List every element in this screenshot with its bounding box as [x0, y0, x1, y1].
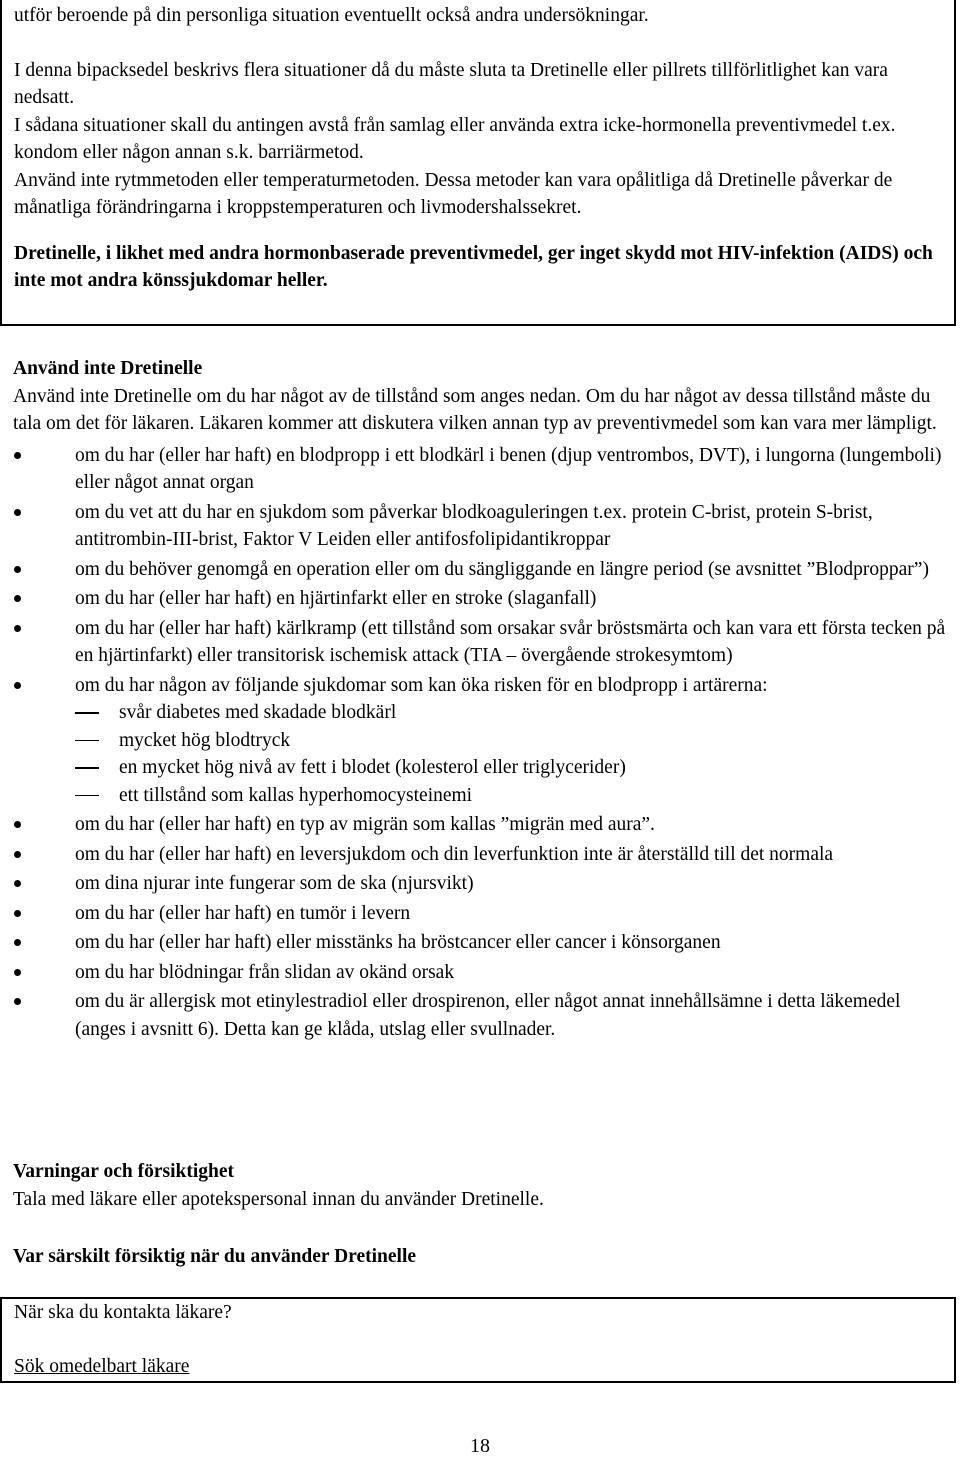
bullet-icon	[14, 821, 21, 828]
bullet-icon	[14, 939, 21, 946]
section-intro: Använd inte Dretinelle om du har något av de tillstånd som anges nedan. Om du har något av dessa tillstånd måste du tala om det för läkaren. Läkaren kommer att diskutera vilken annan typ av preventivmedel som kan vara mer lämpligt.	[13, 385, 937, 434]
list-item: om dina njurar inte fungerar som de ska (njursvikt)	[13, 870, 948, 898]
paragraph: I denna bipacksedel beskrivs flera situationer då du måste sluta ta Dretinelle eller pillrets tillförlitlighet kan vara nedsatt.	[14, 59, 888, 108]
bullet-icon	[14, 851, 21, 858]
bullet-icon	[14, 509, 21, 516]
seek-doctor-link[interactable]: Sök omedelbart läkare	[14, 1356, 190, 1377]
list-item: om du har (eller har haft) en typ av migrän som kallas ”migrän med aura”.	[13, 811, 948, 839]
bullet-icon	[14, 682, 21, 689]
bullet-icon	[14, 998, 21, 1005]
section-warnings	[13, 1158, 948, 1213]
bullet-icon	[14, 969, 21, 976]
section-heading: Var särskilt försiktig när du använder Dretinelle	[13, 1246, 417, 1267]
page-number: 18	[470, 1435, 490, 1457]
list-item: om du vet att du har en sjukdom som påverkar blodkoaguleringen t.ex. protein C-brist, protein S-brist, antitrombin-III-brist, Faktor V Leiden eller antifosfolipidantikroppar	[13, 499, 948, 554]
list-item: om du behöver genomgå en operation eller om du sängliggande en längre period (se avsnittet ”Blodproppar”)	[13, 556, 948, 584]
paragraph: Använd inte rytmmetoden eller temperaturmetoden. Dessa metoder kan vara opålitliga då Dretinelle påverkar de månatliga förändringarna i kroppstemperaturen och livmodershalssekret.	[14, 169, 893, 218]
list-item: om du har (eller har haft) en tumör i levern	[13, 900, 948, 928]
list-item: om du är allergisk mot etinylestradiol eller drospirenon, eller något annat innehållsämne i detta läkemedel (anges i avsnitt 6). Detta kan ge klåda, utslag eller svullnader.	[13, 988, 948, 1043]
bullet-icon	[14, 910, 21, 917]
info-box-bottom	[0, 1297, 956, 1383]
list-item: om du har någon av följande sjukdomar som kan öka risken för en blodpropp i artärerna: svår diabetes med skadade blodkärl mycket hög blodtryck en mycket hög nivå av fett i blodet (kolesterol eller triglycerider) ett tillstånd som kallas hyperhomocysteinemi	[13, 672, 948, 810]
bullet-icon	[14, 880, 21, 887]
text-line: utför beroende på din personliga situation eventuellt också andra undersökningar.	[14, 5, 649, 26]
paragraph: I sådana situationer skall du antingen avstå från samlag eller använda extra icke-hormonella preventivmedel t.ex. kondom eller någon annan s.k. barriärmetod.	[14, 114, 896, 163]
sub-list-item: mycket hög blodtryck	[75, 727, 948, 755]
list-item: om du har blödningar från slidan av okänd orsak	[13, 959, 948, 987]
section-heading: Använd inte Dretinelle	[13, 358, 203, 379]
bullet-icon	[14, 566, 21, 573]
dash-icon	[75, 740, 99, 742]
list-item: om du har (eller har haft) kärlkramp (ett tillstånd som orsakar svår bröstsmärta och kan vara ett första tecken på en hjärtinfarkt) eller transitorisk ischemisk attack (TIA – övergående strokesymtom)	[13, 615, 948, 670]
bold-warning: Dretinelle, i likhet med andra hormonbaserade preventivmedel, ger inget skydd mot HIV-infektion (AIDS) och inte mot andra könssjukdomar heller.	[14, 242, 933, 291]
bullet-list	[13, 442, 948, 1044]
sub-list	[13, 699, 948, 809]
info-box-top	[0, 0, 956, 326]
list-item: om du har (eller har haft) en leversjukdom och din leverfunktion inte är återställd till det normala	[13, 841, 948, 869]
sub-list-item: en mycket hög nivå av fett i blodet (kolesterol eller triglycerider)	[75, 754, 948, 782]
bullet-icon	[14, 595, 21, 602]
section-heading: Varningar och försiktighet	[13, 1161, 235, 1182]
question-text: När ska du kontakta läkare?	[14, 1302, 232, 1323]
list-item: om du har (eller har haft) eller misstänks ha bröstcancer eller cancer i könsorganen	[13, 929, 948, 957]
sub-list-item: svår diabetes med skadade blodkärl	[75, 699, 948, 727]
bullet-icon	[14, 625, 21, 632]
list-item: om du har (eller har haft) en blodpropp i ett blodkärl i benen (djup ventrombos, DVT), i lungorna (lungemboli) eller något annat organ	[13, 442, 948, 497]
section-caution	[13, 1243, 948, 1271]
section-text: Tala med läkare eller apotekspersonal innan du använder Dretinelle.	[13, 1188, 544, 1210]
sub-list-item: ett tillstånd som kallas hyperhomocysteinemi	[75, 782, 948, 810]
bullet-icon	[14, 452, 21, 459]
dash-icon	[75, 712, 99, 714]
section-do-not-use	[13, 355, 948, 1043]
list-item: om du har (eller har haft) en hjärtinfarkt eller en stroke (slaganfall)	[13, 585, 948, 613]
dash-icon	[75, 767, 99, 769]
dash-icon	[75, 795, 99, 797]
